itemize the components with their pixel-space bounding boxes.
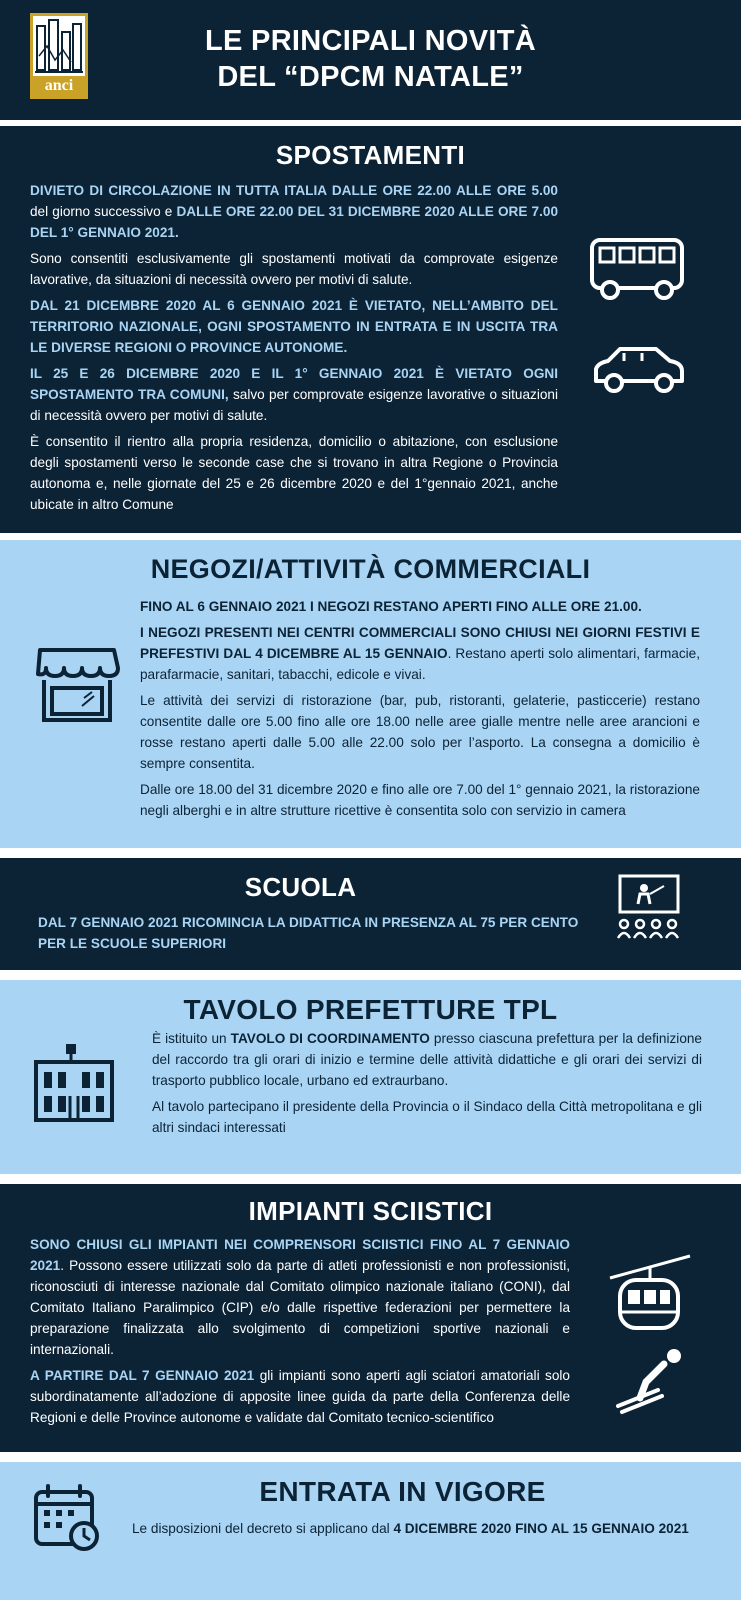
cable-car-icon (606, 1250, 694, 1334)
paragraph: IL 25 E 26 DICEMBRE 2020 E IL 1° GENNAIO 2021 È VIETATO OGNI SPOSTAMENTO TRA COMUNI, salvo per comprovate esigenze lavorative o situazioni di necessità ovvero per motivi di salute. (30, 366, 558, 423)
section-impianti (0, 1184, 741, 1452)
shop-icon (34, 644, 120, 726)
paragraph: Le attività dei servizi di ristorazione (bar, pub, ristoranti, gelaterie, pasticcerie) restano consentite dalle ore 5.00 fino alle ore 18.00 nelle aree gialle mentre nelle aree arancioni e rosse restano aperti dalle 5.00 alle 22.00 solo per l’asporto. La consegna a domicilio è sempre consentita. (140, 693, 700, 771)
bus-icon (588, 236, 688, 304)
paragraph: Sono consentiti esclusivamente gli spostamenti motivati da comprovate esigenze lavorative, da situazioni di necessità ovvero per motivi di salute. (30, 251, 558, 287)
section-body (132, 1518, 692, 1544)
paragraph: FINO AL 6 GENNAIO 2021 I NEGOZI RESTANO APERTI FINO ALLE ORE 21.00. (140, 599, 642, 614)
section-entrata (0, 1462, 741, 1600)
paragraph: Al tavolo partecipano il presidente della Provincia o il Sindaco della Città metropolitana e gli altri sindaci interessati (152, 1099, 702, 1135)
paragraph: Dalle ore 18.00 del 31 dicembre 2020 e fino alle ore 7.00 del 1° gennaio 2021, la ristorazione negli alberghi e in altre strutture ricettive è consentita solo con servizio in camera (140, 782, 700, 818)
header-title-line1: LE PRINCIPALI NOVITÀ (205, 25, 536, 57)
section-spostamenti (0, 126, 741, 533)
section-body (30, 180, 558, 520)
paragraph: È istituito un TAVOLO DI COORDINAMENTO presso ciascuna prefettura per la definizione del raccordo tra gli orari di inizio e termine delle attività didattiche e gli orari dei servizi di trasporto pubblico locale, urbano ed extraurbano. (152, 1031, 702, 1088)
ski-jumper-icon (612, 1346, 692, 1416)
section-body (30, 1234, 570, 1433)
section-title: TAVOLO PREFETTURE TPL (183, 994, 558, 1025)
calendar-clock-icon (32, 1482, 102, 1552)
section-title: SPOSTAMENTI (275, 140, 466, 170)
section-body (152, 1028, 702, 1143)
section-title: SCUOLA (244, 872, 357, 902)
car-icon (590, 341, 688, 397)
paragraph: DAL 7 GENNAIO 2021 RICOMINCIA LA DIDATTICA IN PRESENZA AL 75 PER CENTO PER LE SCUOLE SUPERIORI (38, 915, 579, 951)
classroom-icon (614, 872, 686, 944)
section-scuola (0, 858, 741, 970)
header-title-line2: DEL “DPCM NATALE” (217, 61, 524, 93)
paragraph: DIVIETO DI CIRCOLAZIONE IN TUTTA ITALIA DALLE ORE 22.00 ALLE ORE 5.00 del giorno successivo e DALLE ORE 22.00 DEL 31 DICEMBRE 2020 ALLE ORE 7.00 DEL 1° GENNAIO 2021. (30, 183, 559, 240)
building-icon (32, 1040, 116, 1126)
paragraph: I NEGOZI PRESENTI NEI CENTRI COMMERCIALI SONO CHIUSI NEI GIORNI FESTIVI E PREFESTIVI DAL 4 DICEMBRE AL 15 GENNAIO. Restano aperti solo alimentari, farmacie, parafarmacie, sanitari, tabacchi, edicole e vivai. (140, 625, 700, 682)
paragraph: Le disposizioni del decreto si applicano dal 4 DICEMBRE 2020 FINO AL 15 GENNAIO 2021 (132, 1521, 689, 1536)
section-body (140, 596, 700, 826)
logo-text: anci (33, 76, 85, 96)
paragraph: A PARTIRE DAL 7 GENNAIO 2021 gli impianti sono aperti agli sciatori amatoriali solo subordinatamente all’adozione di apposite linee guida da parte della Conferenza delle Regioni e delle Province autonome e validate dal Comitato tecnico-scientifico (30, 1368, 570, 1425)
section-title: ENTRATA IN VIGORE (259, 1476, 546, 1507)
paragraph: SONO CHIUSI GLI IMPIANTI NEI COMPRENSORI SCIISTICI FINO AL 7 GENNAIO 2021. Possono essere utilizzati solo da parte di atleti professionisti e non professionisti, riconosciuti di interesse nazionale dal Comitato olimpico nazionale italiano (CONI), dal Comitato Italiano Paralimpico (CIP) e/o dalle rispettive federazioni per permettere la preparazione finalizzata allo svolgimento di competizioni sportive nazionali e internazionali. (30, 1237, 570, 1357)
section-body (38, 912, 598, 959)
section-tavolo (0, 980, 741, 1174)
paragraph: DAL 21 DICEMBRE 2020 AL 6 GENNAIO 2021 È VIETATO, NELL’AMBITO DEL TERRITORIO NAZIONALE, OGNI SPOSTAMENTO IN ENTRATA E IN USCITA TRA LE DIVERSE REGIONI O PROVINCE AUTONOME. (30, 298, 558, 355)
section-negozi (0, 540, 741, 848)
section-title: IMPIANTI SCIISTICI (248, 1196, 493, 1226)
paragraph: È consentito il rientro alla propria residenza, domicilio o abitazione, con esclusione degli spostamenti verso le seconde case che si trovano in altra Regione o Provincia autonoma e, nelle giornate del 25 e 26 dicembre 2020 e del 1°gennaio 2021, anche ubicate in altro Comune (30, 434, 558, 512)
section-title: NEGOZI/ATTIVITÀ COMMERCIALI (150, 554, 591, 584)
header (0, 0, 741, 120)
